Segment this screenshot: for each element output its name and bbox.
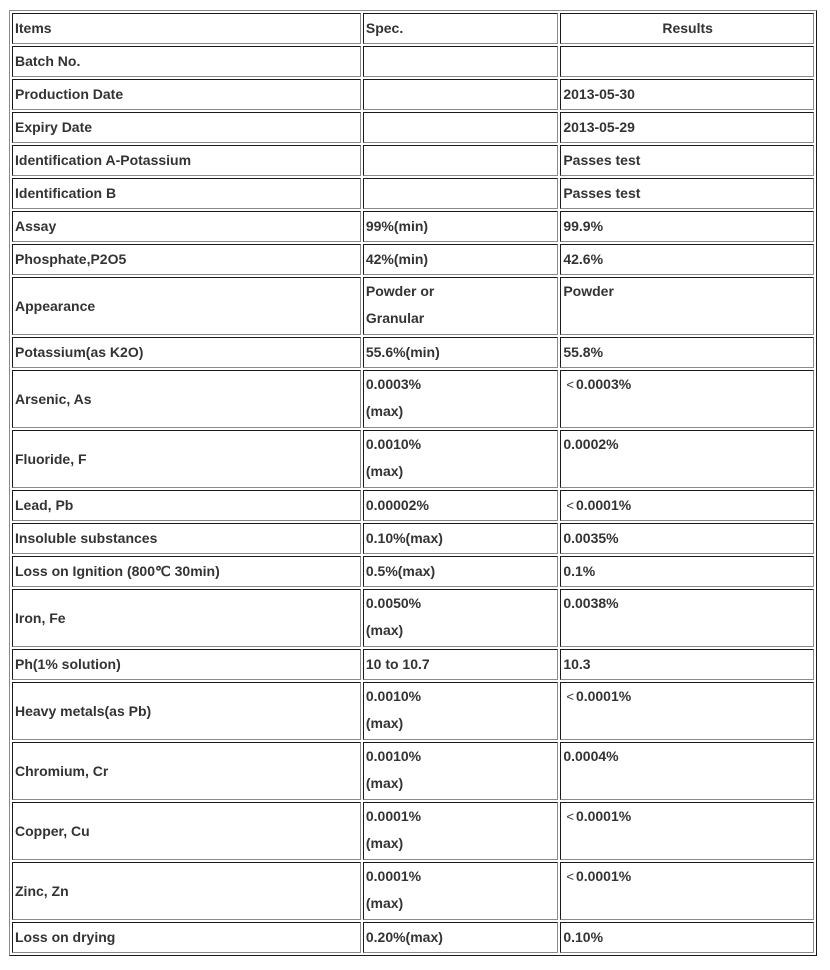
spec-cell bbox=[363, 370, 558, 428]
spec-cell bbox=[363, 178, 558, 209]
spec-line: 0.0010% bbox=[365, 436, 422, 452]
table-row bbox=[12, 337, 814, 368]
header-items: Items bbox=[12, 13, 361, 44]
table-row bbox=[12, 244, 814, 275]
table-row bbox=[12, 490, 814, 521]
result-cell bbox=[560, 370, 814, 428]
spec-line: (max) bbox=[365, 715, 404, 731]
result-cell bbox=[560, 79, 814, 110]
table-row bbox=[12, 370, 814, 428]
table-row bbox=[12, 649, 814, 680]
item-cell: Arsenic, As bbox=[12, 370, 361, 428]
result-cell bbox=[560, 211, 814, 242]
spec-cell bbox=[363, 556, 558, 587]
spec-line: 0.0001% bbox=[365, 868, 422, 884]
spec-cell bbox=[363, 112, 558, 143]
result-value: 0.0035% bbox=[563, 530, 619, 546]
spec-line: (max) bbox=[365, 895, 404, 911]
spec-cell bbox=[363, 46, 558, 77]
result-value: 0.0001% bbox=[575, 868, 632, 884]
result-value: 0.1% bbox=[563, 563, 596, 579]
result-cell bbox=[560, 922, 814, 953]
spec-cell bbox=[363, 922, 558, 953]
spec-line: Granular bbox=[365, 310, 425, 326]
table-row bbox=[12, 277, 814, 335]
item-cell: Loss on drying bbox=[12, 922, 361, 953]
spec-line: 0.0050% bbox=[365, 595, 422, 611]
spec-line: 0.0001% bbox=[365, 808, 422, 824]
result-value: Passes test bbox=[563, 152, 641, 168]
result-cell bbox=[560, 862, 814, 920]
less-than-symbol: < bbox=[566, 869, 574, 884]
spec-line: 55.6%(min) bbox=[365, 344, 440, 360]
result-cell bbox=[560, 742, 814, 800]
table-row bbox=[12, 742, 814, 800]
table-row bbox=[12, 430, 814, 488]
result-cell bbox=[560, 649, 814, 680]
result-value: 0.0003% bbox=[575, 376, 632, 392]
header-spec: Spec. bbox=[363, 13, 558, 44]
spec-cell bbox=[363, 337, 558, 368]
result-cell bbox=[560, 46, 814, 77]
item-cell: Production Date bbox=[12, 79, 361, 110]
less-than-symbol: < bbox=[566, 689, 574, 704]
item-cell: Potassium(as K2O) bbox=[12, 337, 361, 368]
result-value: 99.9% bbox=[563, 218, 604, 234]
result-cell bbox=[560, 430, 814, 488]
spec-line: (max) bbox=[365, 775, 404, 791]
table-row bbox=[12, 178, 814, 209]
less-than-symbol: < bbox=[566, 377, 574, 392]
item-cell: Zinc, Zn bbox=[12, 862, 361, 920]
result-cell bbox=[560, 112, 814, 143]
result-value: Powder bbox=[563, 283, 614, 299]
spec-cell bbox=[363, 523, 558, 554]
spec-line: 0.5%(max) bbox=[365, 563, 436, 579]
result-cell bbox=[560, 244, 814, 275]
item-cell: Assay bbox=[12, 211, 361, 242]
spec-line: 99%(min) bbox=[365, 218, 429, 234]
spec-line: 10 to 10.7 bbox=[365, 656, 430, 672]
header-results: Results bbox=[560, 13, 814, 44]
result-value: 55.8% bbox=[563, 344, 604, 360]
item-cell: Fluoride, F bbox=[12, 430, 361, 488]
result-value: 0.0002% bbox=[563, 436, 619, 452]
result-cell bbox=[560, 523, 814, 554]
spec-line: (max) bbox=[365, 463, 404, 479]
spec-cell bbox=[363, 742, 558, 800]
table-row bbox=[12, 922, 814, 953]
item-cell: Heavy metals(as Pb) bbox=[12, 682, 361, 740]
table-row bbox=[12, 802, 814, 860]
item-cell: Identification A-Potassium bbox=[12, 145, 361, 176]
result-cell bbox=[560, 802, 814, 860]
less-than-symbol: < bbox=[566, 809, 574, 824]
result-value: 0.0004% bbox=[563, 748, 619, 764]
spec-line: Powder or bbox=[365, 283, 435, 299]
result-value: 2013-05-29 bbox=[563, 119, 635, 135]
item-cell: Phosphate,P2O5 bbox=[12, 244, 361, 275]
result-cell bbox=[560, 277, 814, 335]
result-cell bbox=[560, 490, 814, 521]
spec-table-container bbox=[9, 10, 817, 956]
item-cell: Chromium, Cr bbox=[12, 742, 361, 800]
spec-cell bbox=[363, 490, 558, 521]
table-row bbox=[12, 46, 814, 77]
spec-line: 0.0010% bbox=[365, 748, 422, 764]
item-cell: Ph(1% solution) bbox=[12, 649, 361, 680]
result-value: 42.6% bbox=[563, 251, 604, 267]
item-cell: Copper, Cu bbox=[12, 802, 361, 860]
result-value: 2013-05-30 bbox=[563, 86, 635, 102]
item-cell: Expiry Date bbox=[12, 112, 361, 143]
spec-cell bbox=[363, 211, 558, 242]
table-row bbox=[12, 112, 814, 143]
spec-cell bbox=[363, 649, 558, 680]
table-header-row bbox=[12, 13, 814, 44]
item-cell: Insoluble substances bbox=[12, 523, 361, 554]
spec-line: 0.10%(max) bbox=[365, 530, 443, 546]
item-cell: Loss on Ignition (800℃ 30min) bbox=[12, 556, 361, 587]
table-row bbox=[12, 862, 814, 920]
spec-line: 0.0003% bbox=[365, 376, 422, 392]
table-row bbox=[12, 556, 814, 587]
result-value: 0.0001% bbox=[575, 808, 632, 824]
spec-cell bbox=[363, 79, 558, 110]
result-value: 0.0001% bbox=[575, 688, 632, 704]
result-cell bbox=[560, 145, 814, 176]
result-value: 0.10% bbox=[563, 929, 604, 945]
spec-line: (max) bbox=[365, 622, 404, 638]
item-cell: Lead, Pb bbox=[12, 490, 361, 521]
spec-line: (max) bbox=[365, 403, 404, 419]
spec-line: 42%(min) bbox=[365, 251, 429, 267]
item-cell: Appearance bbox=[12, 277, 361, 335]
result-cell bbox=[560, 337, 814, 368]
spec-line: 0.00002% bbox=[365, 497, 429, 513]
spec-line: 0.0010% bbox=[365, 688, 422, 704]
spec-line: 0.20%(max) bbox=[365, 929, 443, 945]
spec-cell bbox=[363, 682, 558, 740]
less-than-symbol: < bbox=[566, 498, 574, 513]
table-row bbox=[12, 211, 814, 242]
result-cell bbox=[560, 682, 814, 740]
spec-cell bbox=[363, 862, 558, 920]
spec-cell bbox=[363, 145, 558, 176]
table-row bbox=[12, 79, 814, 110]
item-cell: Identification B bbox=[12, 178, 361, 209]
result-cell bbox=[560, 178, 814, 209]
spec-cell bbox=[363, 277, 558, 335]
spec-line: (max) bbox=[365, 835, 404, 851]
table-row bbox=[12, 682, 814, 740]
item-cell: Batch No. bbox=[12, 46, 361, 77]
result-value: 0.0001% bbox=[575, 497, 632, 513]
spec-cell bbox=[363, 430, 558, 488]
table-row bbox=[12, 523, 814, 554]
result-cell bbox=[560, 589, 814, 647]
table-row bbox=[12, 145, 814, 176]
result-value: Passes test bbox=[563, 185, 641, 201]
result-cell bbox=[560, 556, 814, 587]
table-row bbox=[12, 589, 814, 647]
spec-cell bbox=[363, 244, 558, 275]
result-value: 10.3 bbox=[563, 656, 591, 672]
spec-cell bbox=[363, 589, 558, 647]
item-cell: Iron, Fe bbox=[12, 589, 361, 647]
specification-table bbox=[9, 10, 817, 956]
spec-cell bbox=[363, 802, 558, 860]
result-value: 0.0038% bbox=[563, 595, 619, 611]
